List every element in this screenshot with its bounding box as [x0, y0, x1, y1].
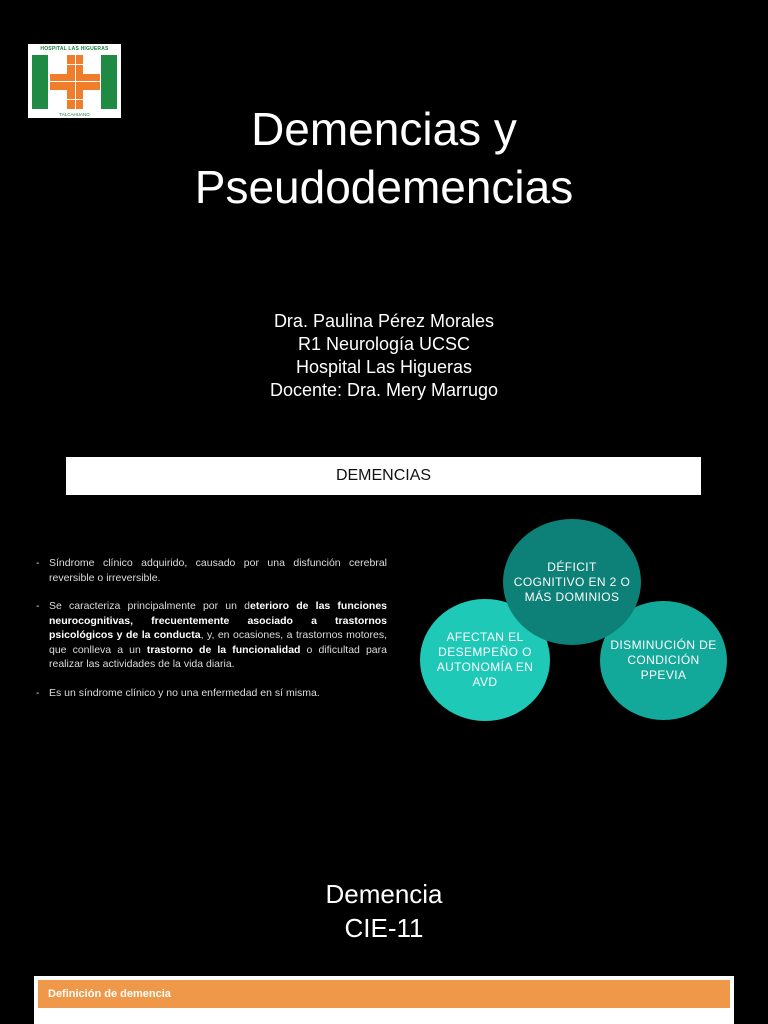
author-name: Dra. Paulina Pérez Morales — [273, 311, 495, 331]
table-header: Definición de demencia — [38, 980, 730, 1008]
bullet-item — [36, 599, 387, 672]
author-role: R1 Neurología UCSC — [297, 334, 471, 354]
bullet-text-part: o dificultad para realizar las actividades de la vida diaria. — [49, 643, 387, 670]
presentation-title — [0, 100, 768, 216]
author-hospital: Hospital Las Higueras — [295, 357, 473, 377]
bullet-item — [36, 686, 387, 701]
definition-bullets — [36, 556, 387, 714]
bullet-text-part: , y, en ocasiones, a trastornos motores, que conlleva a un — [49, 629, 387, 656]
author-teacher: Docente: Dra. Mery Marrugo — [269, 380, 499, 400]
bullet-text: Es un síndrome clínico y no una enfermedad en sí misma. — [49, 686, 320, 699]
circle-autonomy-label: AFECTAN EL DESEMPEÑO O AUTONOMÍA EN AVD — [436, 630, 534, 689]
bullet-bold-text: eterioro de las funciones neurocognitivas, frecuentemente asociado a trastornos psicológicos y de la conducta — [49, 600, 387, 641]
author-block — [0, 310, 768, 402]
bullet-text: Síndrome clínico adquirido, causado por una disfunción cerebral reversible o irreversible. — [49, 557, 387, 584]
subtitle-line-2: CIE-11 — [344, 913, 424, 943]
subtitle-line-1: Demencia — [325, 879, 443, 909]
bullet-bold-text: trastorno de la funcionalidad — [146, 643, 301, 656]
title-line-1: Demencias y — [251, 103, 517, 155]
circle-cognitive-deficit — [503, 519, 641, 645]
bullet-item — [36, 556, 387, 585]
definition-table — [34, 976, 734, 1024]
circle-cognitive-deficit-label: DÉFICIT COGNITIVO EN 2 O MÁS DOMINIOS — [513, 559, 631, 604]
section-title-cie11 — [0, 877, 768, 945]
circle-prior-condition-label: DISMINUCIÓN DE CONDICIÓN PPEVIA — [610, 638, 717, 682]
section-heading-demencias: DEMENCIAS — [66, 457, 701, 495]
bullet-text-part: Se caracteriza principalmente por un d — [49, 600, 250, 612]
logo-bottom-text: TALCAHUANO — [59, 112, 90, 117]
logo-top-text: HOSPITAL LAS HIGUERAS — [40, 46, 109, 52]
title-line-2: Pseudodemencias — [194, 161, 574, 213]
logo-grid-line — [67, 64, 83, 65]
